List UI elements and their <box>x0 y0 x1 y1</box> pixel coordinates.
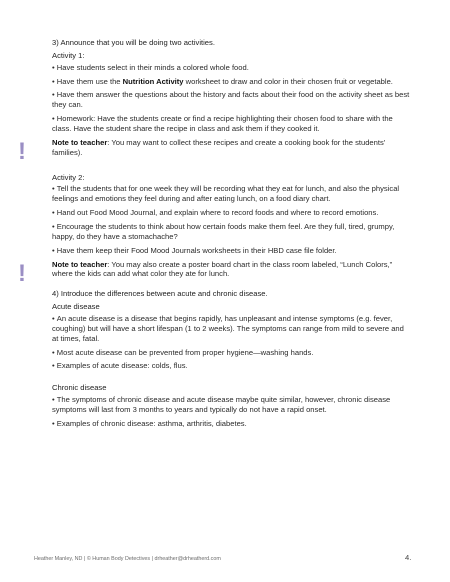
activity-2-title: Activity 2: <box>52 172 85 182</box>
note-label: Note to teacher <box>52 137 108 147</box>
list-item: • Hand out Food Mood Journal, and explain where to record foods and where to record emotions. <box>52 208 412 218</box>
exclamation-icon: ! <box>18 259 26 287</box>
activity-1-title: Activity 1: <box>52 50 85 60</box>
note-text: : You may also create a poster board chart in the class room labeled, “Lunch Colors,” where the kids can add what color they ate for lunch. <box>52 259 393 279</box>
activity-2-list <box>52 184 412 255</box>
exclamation-icon: ! <box>18 137 26 165</box>
page-footer: Heather Manley, ND | © Human Body Detectives | drheather@drheatherd.com <box>34 556 221 562</box>
page-number: 4. <box>405 553 412 562</box>
note-to-teacher-1 <box>18 137 412 165</box>
list-item: • Have them use the Nutrition Activity worksheet to draw and color in their chosen fruit or vegetable. <box>52 77 412 87</box>
note-text: : You may want to collect these recipes and create a cooking book for the students’ families). <box>52 137 386 157</box>
section-3-heading: 3) Announce that you will be doing two activities. <box>52 38 215 47</box>
note-to-teacher-2 <box>18 259 412 287</box>
chronic-disease-list <box>52 395 412 429</box>
main-content <box>18 38 412 433</box>
list-item: • An acute disease is a disease that begins rapidly, has unpleasant and intense symptoms (e.g. fever, coughing) but will have a short lifespan (1 to 2 weeks). The symptoms can range from mild to severe and at times, fatal. <box>52 314 412 344</box>
nutrition-activity-label: Nutrition Activity <box>122 76 184 86</box>
list-item: • Examples of acute disease: colds, flus. <box>52 361 412 371</box>
list-item: • Homework: Have the students create or find a recipe highlighting their chosen food to share with the class. Have the student share the recipe in class and ask them if they cooked it. <box>52 114 412 134</box>
chronic-disease-title: Chronic disease <box>52 383 107 393</box>
acute-disease-list <box>52 314 412 371</box>
list-item: • Encourage the students to think about how certain foods make them feel. Are they full, tired, grumpy, happy, do they have a stomachache? <box>52 222 412 242</box>
activity-1-list <box>52 63 412 134</box>
list-item: • Examples of chronic disease: asthma, arthritis, diabetes. <box>52 419 412 429</box>
list-item: • Have them keep their Food Mood Journals worksheets in their HBD case file folder. <box>52 246 412 256</box>
note-label: Note to teacher <box>52 259 108 269</box>
list-item: • Most acute disease can be prevented from proper hygiene—washing hands. <box>52 348 412 358</box>
list-item: • Have students select in their minds a colored whole food. <box>52 63 412 73</box>
section-4-heading: 4) Introduce the differences between acute and chronic disease. <box>52 289 268 299</box>
list-item: • Tell the students that for one week they will be recording what they eat for lunch, and also the physical feelings and emotions they feel during and after eating lunch, on a food diary chart. <box>52 184 412 204</box>
list-item: • Have them answer the questions about the history and facts about their food on the activity sheet as best they can. <box>52 90 412 110</box>
acute-disease-title: Acute disease <box>52 302 100 312</box>
list-item: • The symptoms of chronic disease and acute disease maybe quite similar, however, chronic disease symptoms will last from 3 months to years and typically do not have a rapid onset. <box>52 395 412 415</box>
